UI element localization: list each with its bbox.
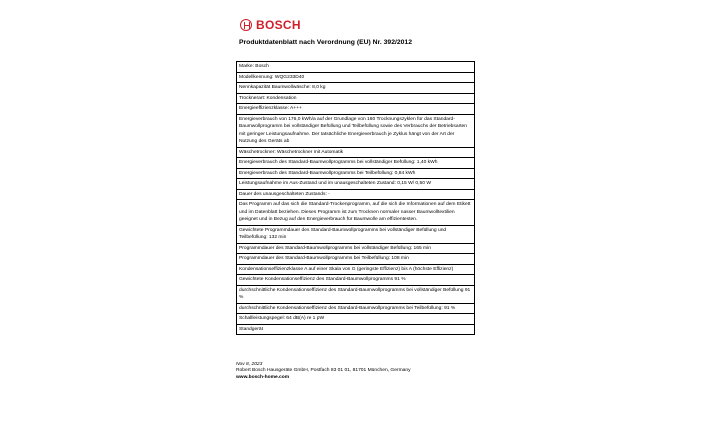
table-row: Marke: Bosch — [239, 64, 269, 69]
footer-company: Robert Bosch Hausgeräte GmbH, Postfach 83 01 01, 81701 München, Germany — [236, 368, 411, 374]
table-row: Dauer des unausgeschalteten Zustands: - — [237, 189, 474, 200]
table-row: durchschnittliche Kondensationseffizienz des Standard-Baumwollprogramms bei Teilbefüllung: 91 % — [237, 303, 474, 314]
table-row: Trocknerart: Kondensation — [237, 93, 474, 104]
table-row: durchschnittliche Kondensationseffizienz des Standard-Baumwollprogramms bei vollständiger Befüllung 91 % — [237, 285, 474, 303]
table-row: Nennkapazität Baumwollwäsche: 8,0 kg — [237, 82, 474, 93]
table-row: Programmdauer des Standard-Baumwollprogramms bei Teilbefüllung: 108 min — [237, 253, 474, 264]
table-row: Energieverbrauch von 176,0 kWh/a auf der Grundlage von 160 Trocknungszyklen für das Standard-Baumwollprogramm bei vollständiger Befüllung und Teilbefüllung sowie des Verbrauchs der Betriebsarten mit geringer Leistungsaufnahme. Der tatsächliche Energieverbrauch je Zyklus hängt von der Art der Nutzung des Geräts ab — [237, 114, 474, 147]
table-row: Gewichtete Programmdauer des Standard-Baumwollprogramms bei vollständiger Befüllung und Teilbefüllung: 132 min — [237, 225, 474, 243]
table-row: Modellkennung: WQG233D40 — [237, 72, 474, 83]
document-footer — [236, 362, 411, 381]
bosch-armature-icon — [240, 19, 252, 31]
table-row: Leistungsaufnahme im Aus-Zustand und im unausgeschalteten Zustand: 0,15 W/ 0,50 W — [237, 178, 474, 189]
brand-name: BOSCH — [256, 18, 301, 32]
table-row: Programmdauer des Standard-Baumwollprogramms bei vollständiger Befüllung: 165 min — [237, 243, 474, 254]
product-data-table — [236, 61, 475, 335]
footer-date: Nov 8, 2023 — [236, 362, 263, 367]
table-row: Wäschetrockner: Wäschetrockner mit Automatik — [237, 147, 474, 158]
table-row: Das Programm auf das sich die Standard-Trockenprogramm, auf die sich die Informationen auf dem Etikett und im Datenblatt beziehen. Dieses Programm ist zum Trocknen normaler nasser Baumwolltextilien geeignet und in Bezug auf den Energieverbrauch für Baumwolle am effizientesten. — [237, 199, 474, 225]
table-row: Standgerät — [237, 324, 474, 335]
table-row: Kondensationseffizienzklasse A auf einer Skala von G (geringste Effizienz) bis A (höchste Effizienz) — [237, 264, 474, 275]
table-row: Gewichtete Kondensationseffizienz des Standard-Baumwollprogramms 91 % — [237, 274, 474, 285]
table-row: Energieeffizienzklasse: A+++ — [237, 103, 474, 114]
document-title: Produktdatenblatt nach Verordnung (EU) Nr. 392/2012 — [239, 39, 412, 46]
table-row: Energieverbrauch des Standard-Baumwollprogramms bei vollständiger Befüllung: 1,40 kWh — [237, 157, 474, 168]
table-row: Energieverbrauch des Standard-Baumwollprogramms bei Teilbefüllung: 0,84 kWh — [237, 168, 474, 179]
footer-website: www.bosch-home.com — [236, 374, 290, 380]
brand-logo — [240, 18, 301, 32]
table-row: Schallleistungspegel: 64 dB(A) re 1 pW — [237, 313, 474, 324]
